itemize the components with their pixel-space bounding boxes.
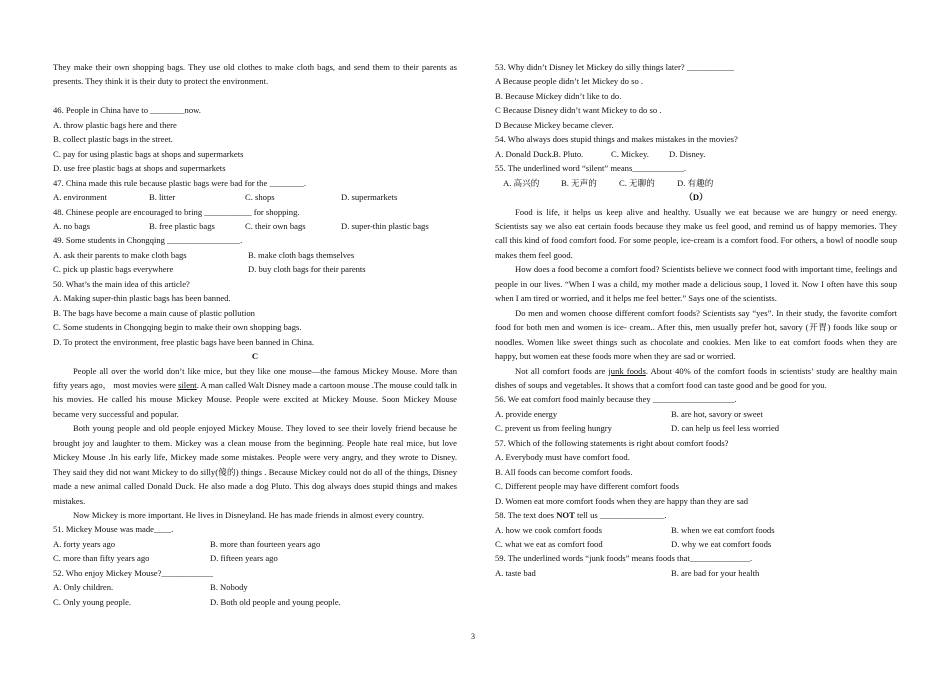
options-row	[53, 551, 457, 565]
option: A Because people didn’t let Mickey do so .	[495, 76, 644, 87]
option: D. buy cloth bags for their parents	[248, 264, 366, 275]
question-58: 58. The text does NOT tell us _______________.	[495, 510, 667, 521]
option: D. use free plastic bags at shops and supermarkets	[53, 163, 226, 174]
question-52: 52. Who enjoy Mickey Mouse?____________	[53, 567, 213, 578]
question-46: 46. People in China have to ________now.	[53, 105, 201, 116]
question-47: 47. China made this rule because plastic bags were bad for the ________.	[53, 177, 306, 188]
option: B. litter	[149, 192, 176, 203]
option: C. prevent us from feeling hungry	[495, 423, 612, 434]
passage-d-paragraph: How does a food become a comfort food? Scientists believe we connect food with important time, feelings and people in our lives. “When I was a child, my mother made a delicious soup, I loved it. Now I often have this soup when I am tired or worried, and it helps me feel better.” Says one of the scientists.	[495, 264, 897, 304]
left-column	[53, 60, 457, 609]
question-57: 57. Which of the following statements is right about comfort foods?	[495, 437, 729, 448]
option: A. how we cook comfort foods	[495, 524, 602, 535]
options-row	[53, 190, 457, 204]
option: B. when we eat comfort foods	[671, 524, 775, 535]
options-row	[495, 523, 897, 537]
options-row	[53, 537, 457, 551]
question-48: 48. Chinese people are encouraged to bring ___________ for shopping.	[53, 206, 300, 217]
right-column	[495, 60, 897, 580]
option: D. supermarkets	[341, 192, 398, 203]
option: D. 有趣的	[677, 177, 714, 188]
underlined-word: junk foods	[608, 365, 646, 376]
option: A. throw plastic bags here and there	[53, 119, 177, 130]
option: C. Mickey.	[611, 148, 649, 159]
option: A. Making super-thin plastic bags has been banned.	[53, 293, 231, 304]
option: B. free plastic bags	[149, 220, 215, 231]
passage-d-paragraph: Not all comfort foods are junk foods. About 40% of the comfort foods in scientists’ study are healthy main dishes of soups and vegetables. It shows that a comfort food can taste good and be good for you.	[495, 365, 897, 390]
option: C. their own bags	[245, 220, 306, 231]
option: D. can help us feel less worried	[671, 423, 780, 434]
option: D. Women eat more comfort foods when they are happy than they are sad	[495, 495, 749, 506]
option: B. Pluto.	[553, 148, 584, 159]
option: A. taste bad	[495, 567, 536, 578]
option: B. 无声的	[561, 177, 597, 188]
underlined-word: silent	[178, 379, 197, 390]
option: A. Only children.	[53, 582, 114, 593]
option: D. super-thin plastic bags	[341, 220, 429, 231]
option: A. ask their parents to make cloth bags	[53, 249, 187, 260]
question-53: 53. Why didn’t Disney let Mickey do silly things later? ___________	[495, 62, 735, 72]
option: B. Because Mickey didn’t like to do.	[495, 90, 622, 101]
options-row	[495, 176, 897, 190]
question-59: 59. The underlined words “junk foods” means foods that______________.	[495, 553, 753, 564]
option: D. why we eat comfort foods	[671, 538, 772, 549]
passage-c-paragraph: People all over the world don’t like mice, but they like one mouse—the famous Mickey Mouse. More than fifty years ago， most movies were silent. A man called Walt Disney made a cartoon mouse .The mouse could talk in his movies. He called his mouse Mickey Mouse. People were excited at Mickey Mouse. Soon Mickey Mouse became very successful and popular.	[53, 365, 457, 419]
section-heading-d: （D）	[684, 192, 708, 203]
option: D Because Mickey became clever.	[495, 119, 614, 130]
option: D. Disney.	[669, 148, 706, 159]
option: B. collect plastic bags in the street.	[53, 134, 173, 145]
option: A. 高兴的	[503, 177, 540, 188]
option: A. forty years ago	[53, 538, 116, 549]
passage-c-paragraph: Both young people and old people enjoyed Mickey Mouse. They loved to see their lovely friend because he brought joy and laughter to them. Mickey was a clean mouse from the beginning. People hate real mice, but love Mickey Mouse .In his early life, Mickey made some mistakes. People were very angry, and they wrote to Disney. They said they did not want Mickey to do silly(傻的) things . Because Mickey could not do all of the things, Disney made a new animal called Donald Duck. He also made a dog Pluto. This dog always does stupid things and makes mistakes.	[53, 423, 457, 506]
options-row	[53, 580, 457, 594]
section-heading-c: C	[251, 351, 259, 362]
option: D. fifteen years ago	[210, 553, 278, 564]
options-row	[495, 537, 897, 551]
option: C. what we eat as comfort food	[495, 538, 603, 549]
option: A. Donald Duck.	[495, 148, 554, 159]
options-row	[53, 595, 457, 609]
question-49: 49. Some students in Chongqing _________________.	[53, 235, 243, 246]
emphasis: NOT	[556, 510, 575, 521]
option: B. Nobody	[210, 582, 248, 593]
page-number: 3	[471, 632, 475, 641]
question-54: 54. Who always does stupid things and makes mistakes in the movies?	[495, 134, 738, 145]
options-row	[495, 421, 897, 435]
option: C. Different people may have different comfort foods	[495, 481, 679, 492]
options-row	[53, 262, 457, 276]
option: C. more than fifty years ago	[53, 553, 150, 564]
option: C. Some students in Chongqing begin to make their own shopping bags.	[53, 322, 302, 333]
option: B. more than fourteen years ago	[210, 538, 321, 549]
passage-d-paragraph: Food is life, it helps us keep alive and healthy. Usually we eat because we are hungry or need energy. Scientists say we also eat certain foods because they make us feel good, and remind us of happy memories. They call this kind of food comfort food. For some people, ice-cream is a comfort food. For others, a bowl of noodle soup makes them feel good.	[495, 206, 897, 260]
option: A. no bags	[53, 220, 90, 231]
option: B. are hot, savory or sweet	[671, 408, 763, 419]
question-55: 55. The underlined word “silent” means____________.	[495, 163, 687, 174]
options-row	[495, 407, 897, 421]
option: C Because Disney didn’t want Mickey to do so .	[495, 105, 662, 116]
passage-c-paragraph: Now Mickey is more important. He lives in Disneyland. He has made friends in almost every country.	[73, 510, 424, 521]
option: A. Everybody must have comfort food.	[495, 452, 630, 463]
option: D. Both old people and young people.	[210, 596, 341, 607]
option: C. shops	[245, 192, 275, 203]
option: C. Only young people.	[53, 596, 132, 607]
passage-d-paragraph: Do men and women choose different comfort foods? Scientists say “yes”. In their study, the favorite comfort food for both men and women is ice- cream.. After this, men usually prefer hot, savory (开胃) foods like soup or noodles. Women like sweet things such as chocolate and cookies. Men like to eat comfort foods when they are happy, but women eat these foods more when they are sad or worried.	[495, 307, 897, 362]
option: B. make cloth bags themselves	[248, 249, 355, 260]
options-row	[53, 248, 457, 262]
option: C. 无聊的	[619, 177, 655, 188]
option: D. To protect the environment, free plastic bags have been banned in China.	[53, 336, 315, 347]
question-56: 56. We eat comfort food mainly because they ___________________.	[495, 394, 737, 405]
question-50: 50. What’s the main idea of this article?	[53, 278, 190, 289]
passage-b-ending: They make their own shopping bags. They use old clothes to make cloth bags, and send them to their parents as presents. They think it is their duty to protect the environment.	[53, 62, 457, 87]
option: A. environment	[53, 192, 107, 203]
option: C. pick up plastic bags everywhere	[53, 264, 174, 275]
options-row	[495, 147, 897, 161]
options-row	[495, 566, 897, 580]
option: A. provide energy	[495, 408, 558, 419]
options-row	[53, 219, 457, 233]
question-51: 51. Mickey Mouse was made____.	[53, 524, 174, 535]
option: B. All foods can become comfort foods.	[495, 466, 633, 477]
option: B. are bad for your health	[671, 567, 760, 578]
option: B. The bags have become a main cause of plastic pollution	[53, 307, 255, 318]
option: C. pay for using plastic bags at shops and supermarkets	[53, 148, 244, 159]
